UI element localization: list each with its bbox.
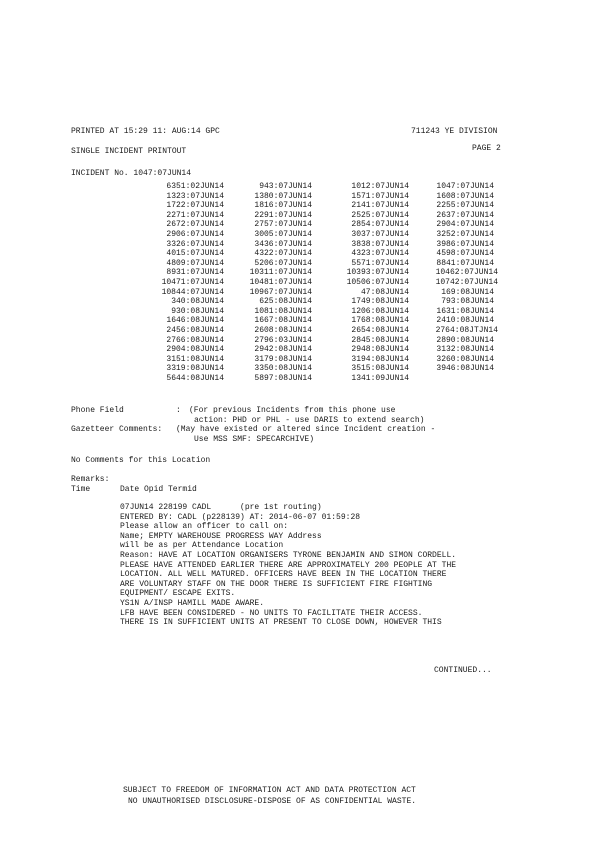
incident-reference-cell: 2456:08JUN14 (166, 325, 224, 335)
incident-reference-cell: 2904:08JUN14 (166, 345, 224, 355)
remarks-line: THERE IS IN SUFFICIENT UNITS AT PRESENT TO CLOSE DOWN, HOWEVER THIS (120, 618, 442, 628)
incident-reference-cell: 10462:07JUN14 (435, 268, 498, 278)
incident-reference-cell: 3986:07JUN14 (436, 239, 494, 249)
incident-reference-row (130, 307, 510, 317)
incident-reference-cell: 2525:07JUN14 (351, 210, 409, 220)
time-column-header: Time (71, 485, 91, 494)
footer-line-2: NO UNAUTHORISED DISCLOSURE-DISPOSE OF AS CONFIDENTIAL WASTE. (128, 797, 417, 806)
incident-reference-row (130, 192, 510, 202)
incident-reference-cell: 2942:08JUN14 (254, 345, 312, 355)
phone-field-colon: : (176, 406, 181, 415)
incident-reference-cell: 2766:08JUN14 (166, 335, 224, 345)
incident-reference-cell: 2608:08JUN14 (254, 325, 312, 335)
incident-reference-cell: 1722:07JUN14 (166, 201, 224, 211)
incident-reference-cell: 5571:07JUN14 (351, 258, 409, 268)
incident-reference-row (130, 211, 510, 221)
incident-reference-cell: 1341:09JUN14 (351, 373, 409, 383)
remarks-line: PLEASE HAVE ATTENDED EARLIER THERE ARE APPROXIMATELY 200 PEOPLE AT THE (120, 560, 457, 570)
remarks-label: Remarks: (71, 475, 110, 484)
incident-reference-cell: 3005:07JUN14 (254, 229, 312, 239)
incident-reference-cell: 1768:08JUN14 (351, 316, 409, 326)
incident-reference-cell: 1323:07JUN14 (166, 191, 224, 201)
incident-reference-cell: 943:07JUN14 (259, 182, 312, 191)
remarks-column-header: Date Opid Termid (120, 485, 197, 494)
incident-reference-cell: 2845:08JUN14 (351, 335, 409, 345)
incident-reference-cell: 2654:08JUN14 (351, 325, 409, 335)
remarks-line: Reason: HAVE AT LOCATION ORGANISERS TYRONE BENJAMIN AND SIMON CORDELL. (120, 550, 457, 560)
incident-reference-cell: 8841:07JUN14 (436, 258, 494, 268)
incident-reference-row (130, 374, 510, 384)
incident-reference-cell: 2757:07JUN14 (254, 220, 312, 230)
remarks-body (120, 503, 520, 628)
remarks-line: will be as per Attendance Location (120, 541, 284, 551)
remarks-line: LFB HAVE BEEN CONSIDERED - NO UNITS TO FACILITATE THEIR ACCESS. (120, 608, 423, 618)
remarks-line: Please allow an officer to call on: (120, 522, 289, 532)
incident-reference-cell: 1047:07JUN14 (436, 182, 494, 191)
incident-reference-cell: 1631:08JUN14 (436, 306, 494, 316)
incident-reference-cell: 2890:08JUN14 (436, 335, 494, 345)
remarks-line: 07JUN14 228199 CADL (pre 1st routing) (120, 503, 322, 512)
incident-reference-cell: 8931:07JUN14 (166, 268, 224, 278)
remarks-line: LOCATION. ALL WELL MATURED. OFFICERS HAVE BEEN IN THE LOCATION THERE (120, 570, 447, 580)
incident-reference-cell: 3037:07JUN14 (351, 229, 409, 239)
incident-reference-row (130, 336, 510, 346)
incident-reference-cell: 1380:07JUN14 (254, 191, 312, 201)
phone-field-note-2: action: PHD or PHL - use DARIS to extend search) (194, 416, 425, 425)
incident-reference-cell: 2410:08JUN14 (436, 316, 494, 326)
incident-reference-cell: 10844:07JUN14 (161, 287, 224, 297)
division-label: 711243 YE DIVISION (411, 127, 498, 136)
incident-reference-cell: 793:08JUN14 (441, 297, 494, 307)
incident-reference-row (130, 297, 510, 307)
incident-reference-cell: 5644:08JUN14 (166, 373, 224, 383)
incident-reference-cell: 10481:07JUN14 (249, 277, 312, 287)
incident-reference-cell: 3132:08JUN14 (436, 345, 494, 355)
gazetteer-note-2: Use MSS SMF: SPECARCHIVE) (194, 435, 315, 444)
footer-line-1: SUBJECT TO FREEDOM OF INFORMATION ACT AND DATA PROTECTION ACT (123, 786, 416, 795)
incident-reference-row (130, 345, 510, 355)
incident-reference-cell: 3179:08JUN14 (254, 354, 312, 364)
incident-reference-cell: 1749:08JUN14 (351, 297, 409, 307)
printed-timestamp: PRINTED AT 15:29 11: AUG:14 GPC (71, 127, 220, 136)
incident-reference-cell: 4809:07JUN14 (166, 258, 224, 268)
incident-reference-cell: 2906:07JUN14 (166, 229, 224, 239)
incident-reference-cell: 3515:08JUN14 (351, 364, 409, 374)
incident-reference-cell: 2948:08JUN14 (351, 345, 409, 355)
incident-reference-cell: 2764:08JTJN14 (435, 325, 498, 335)
incident-reference-cell: 5206:07JUN14 (254, 258, 312, 268)
incident-reference-cell: 1571:07JUN14 (351, 191, 409, 201)
incident-reference-cell: 1646:08JUN14 (166, 316, 224, 326)
incident-reference-cell: 10506:07JUN14 (346, 277, 409, 287)
incident-reference-cell: 2271:07JUN14 (166, 210, 224, 220)
incident-reference-cell: 2141:07JUN14 (351, 201, 409, 211)
incident-reference-cell: 1816:07JUN14 (254, 201, 312, 211)
incident-reference-cell: 5897:08JUN14 (254, 373, 312, 383)
incident-reference-cell: 10471:07JUN14 (161, 277, 224, 287)
no-comments-note: No Comments for this Location (71, 456, 211, 465)
gazetteer-label: Gazetteer Comments: (71, 425, 163, 434)
incident-reference-cell: 1206:08JUN14 (351, 306, 409, 316)
incident-reference-cell: 3838:07JUN14 (351, 239, 409, 249)
incident-reference-cell: 10742:07JUN14 (435, 277, 498, 287)
phone-field-note-1: (For previous Incidents from this phone use (189, 406, 396, 415)
incident-reference-cell: 3326:07JUN14 (166, 239, 224, 249)
incident-reference-cell: 930:08JUN14 (171, 306, 224, 316)
incident-reference-row (130, 268, 510, 278)
continued-note: CONTINUED... (434, 666, 492, 675)
incident-reference-row (130, 364, 510, 374)
incident-reference-cell: 47:08JUN14 (360, 287, 409, 297)
remarks-line: Name; EMPTY WAREHOUSE PROGRESS WAY Address (120, 531, 322, 541)
incident-reference-row (130, 220, 510, 230)
incident-reference-cell: 3946:08JUN14 (436, 364, 494, 374)
incident-reference-row (130, 326, 510, 336)
remarks-line: EQUIPMENT/ ESCAPE EXITS. (120, 589, 236, 599)
incident-reference-row (130, 201, 510, 211)
incident-reference-cell: 1012:07JUN14 (351, 182, 409, 191)
incident-reference-cell: 2796:03JUN14 (254, 335, 312, 345)
incident-reference-cell: 3260:08JUN14 (436, 354, 494, 364)
incident-reference-row (130, 259, 510, 269)
incident-reference-cell: 1667:08JUN14 (254, 316, 312, 326)
incident-reference-cell: 2637:07JUN14 (436, 210, 494, 220)
incident-reference-cell: 3350:08JUN14 (254, 364, 312, 374)
incident-reference-cell: 2672:07JUN14 (166, 220, 224, 230)
phone-field-label: Phone Field (71, 406, 124, 415)
incident-reference-row (130, 278, 510, 288)
incident-reference-row (130, 249, 510, 259)
incident-reference-cell: 625:08JUN14 (259, 297, 312, 307)
incident-reference-cell: 4323:07JUN14 (351, 249, 409, 259)
incident-reference-cell: 4015:07JUN14 (166, 249, 224, 259)
incident-reference-cell: 3252:07JUN14 (436, 229, 494, 239)
incident-reference-cell: 2291:07JUN14 (254, 210, 312, 220)
page-number: PAGE 2 (472, 144, 501, 153)
incident-reference-cell: 3151:08JUN14 (166, 354, 224, 364)
incident-reference-cell: 340:08JUN14 (171, 297, 224, 307)
incident-reference-cell: 10967:07JUN14 (249, 287, 312, 297)
incident-reference-cell: 10393:07JUN14 (346, 268, 409, 278)
incident-reference-cell: 2854:07JUN14 (351, 220, 409, 230)
incident-reference-row (130, 182, 510, 192)
incident-reference-row (130, 240, 510, 250)
incident-reference-row (130, 288, 510, 298)
incident-reference-cell: 1081:08JUN14 (254, 306, 312, 316)
gazetteer-note-1: (May have existed or altered since Incident creation - (176, 425, 436, 434)
incident-reference-cell: 1608:07JUN14 (436, 191, 494, 201)
incident-reference-cell: 169:08JUN14 (441, 287, 494, 297)
incident-reference-row (130, 355, 510, 365)
incident-number: INCIDENT No. 1047:07JUN14 (71, 169, 192, 178)
remarks-line: ENTERED BY: CADL (p228139) AT: 2014-06-07 01:59:28 (120, 512, 361, 522)
incident-reference-cell: 3194:08JUN14 (351, 354, 409, 364)
document-title: SINGLE INCIDENT PRINTOUT (71, 147, 187, 156)
remarks-line: ARE VOLUNTARY STAFF ON THE DOOR THERE IS SUFFICIENT FIRE FIGHTING (120, 579, 433, 589)
incident-reference-cell: 3436:07JUN14 (254, 239, 312, 249)
incident-reference-cell: 4598:07JUN14 (436, 249, 494, 259)
incident-reference-row (130, 316, 510, 326)
incident-reference-cell: 2255:07JUN14 (436, 201, 494, 211)
incident-reference-cell: 6351:02JUN14 (166, 182, 224, 191)
remarks-line: YS1N A/INSP HAMILL MADE AWARE. (120, 598, 265, 608)
incident-reference-cell: 2904:07JUN14 (436, 220, 494, 230)
incident-reference-cell: 10311:07JUN14 (249, 268, 312, 278)
incident-reference-cell: 4322:07JUN14 (254, 249, 312, 259)
incident-reference-row (130, 230, 510, 240)
incident-reference-cell: 3319:08JUN14 (166, 364, 224, 374)
incident-reference-table (130, 182, 510, 383)
